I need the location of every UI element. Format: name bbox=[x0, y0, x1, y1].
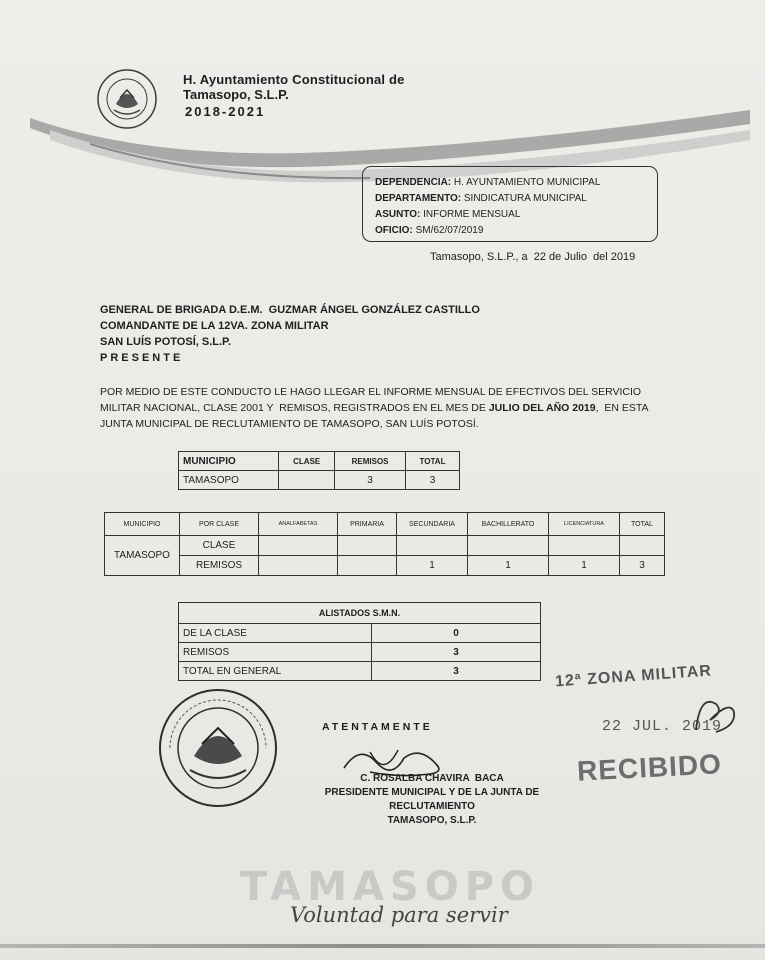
table-cell: 3 bbox=[620, 556, 665, 576]
addressee-name: GENERAL DE BRIGADA D.E.M. GUZMAR ÁNGEL GONZÁLEZ CASTILLO bbox=[100, 304, 480, 316]
departamento-label: DEPARTAMENTO: bbox=[375, 193, 462, 204]
body-highlight: JULIO DEL AÑO 2019 bbox=[488, 402, 596, 414]
stamp-received-date: 22 JUL. 2019 bbox=[602, 718, 723, 735]
table-cell: 1 bbox=[397, 556, 468, 576]
footer-logo: TAMASOPO bbox=[240, 864, 541, 910]
table-header-cell: BACHILLERATO bbox=[468, 513, 549, 536]
table-row bbox=[105, 536, 665, 556]
addressee-block bbox=[100, 302, 480, 366]
table-cell-label: REMISOS bbox=[179, 643, 372, 662]
reference-box bbox=[362, 166, 658, 242]
table-cell bbox=[259, 536, 338, 556]
document-date: Tamasopo, S.L.P., a 22 de Julio del 2019 bbox=[430, 251, 636, 263]
table-cell bbox=[468, 536, 549, 556]
oficio-line bbox=[375, 223, 657, 239]
table-header-cell: REMISOS bbox=[335, 452, 406, 471]
departamento-value: SINDICATURA MUNICIPAL bbox=[463, 193, 587, 204]
table-header-cell: TOTAL bbox=[620, 513, 665, 536]
footer-slogan: Voluntad para servir bbox=[290, 903, 508, 927]
dependencia-label: DEPENDENCIA: bbox=[375, 177, 452, 188]
table-row bbox=[179, 471, 460, 490]
table-row bbox=[179, 643, 541, 662]
table-header-cell: SECUNDARIA bbox=[397, 513, 468, 536]
asunto-line bbox=[375, 207, 657, 223]
table-cell bbox=[338, 536, 397, 556]
table-row bbox=[179, 662, 541, 681]
table-header-cell: ANALFABETAS bbox=[259, 513, 338, 536]
table-cell-municipio: TAMASOPO bbox=[105, 536, 180, 576]
table-header-cell: PRIMARIA bbox=[338, 513, 397, 536]
table-cell bbox=[397, 536, 468, 556]
addressee-title: COMANDANTE DE LA 12VA. ZONA MILITAR bbox=[100, 320, 329, 332]
stamp-initials-icon bbox=[690, 690, 740, 740]
table-cell: 3 bbox=[406, 471, 460, 490]
signer-position: PRESIDENTE MUNICIPAL Y DE LA JUNTA DE RECLUTAMIENTO bbox=[324, 787, 540, 812]
table-cell bbox=[620, 536, 665, 556]
header-title: H. Ayuntamiento Constitucional de bbox=[183, 72, 405, 87]
table-cell: 1 bbox=[468, 556, 549, 576]
table-cell-label: TOTAL EN GENERAL bbox=[179, 662, 372, 681]
municipal-seal-icon bbox=[156, 686, 280, 810]
oficio-label: OFICIO: bbox=[375, 225, 413, 236]
table-cell bbox=[549, 536, 620, 556]
table-header-cell: POR CLASE bbox=[180, 513, 259, 536]
oficio-value: SM/62/07/2019 bbox=[415, 225, 484, 236]
body-text-part1: POR MEDIO DE ESTE CONDUCTO LE HAGO LLEGAR EL INFORME MENSUAL DE EFECTIVOS DEL SERVICIO MILITAR NACIONAL, CLASE 2001 Y REMISOS, REGISTRADOS EN EL MES DE bbox=[100, 386, 644, 414]
footer-rule bbox=[0, 944, 765, 948]
addressee-present: PRESENTE bbox=[100, 352, 184, 364]
header-years: 2018-2021 bbox=[185, 104, 266, 119]
asunto-label: ASUNTO: bbox=[375, 209, 421, 220]
departamento-line bbox=[375, 191, 657, 207]
addressee-location: SAN LUÍS POTOSÍ, S.L.P. bbox=[100, 336, 232, 348]
signer-place: TAMASOPO, S.L.P. bbox=[387, 815, 477, 826]
table-header-row bbox=[179, 603, 541, 624]
table-header-cell: MUNICIPIO bbox=[105, 513, 180, 536]
table-cell bbox=[338, 556, 397, 576]
table-header-row bbox=[105, 513, 665, 536]
table-header-cell: CLASE bbox=[279, 452, 335, 471]
table-header-cell: MUNICIPIO bbox=[179, 452, 279, 471]
stamp-zone-militar: 12ª ZONA MILITAR bbox=[554, 662, 713, 691]
table-header-cell: LICENCIATURA bbox=[549, 513, 620, 536]
table-cell-value: 0 bbox=[372, 624, 541, 643]
summary-table bbox=[178, 451, 460, 490]
table-header-cell: TOTAL bbox=[406, 452, 460, 471]
body-text-part2: , EN ESTA JUNTA MUNICIPAL DE RECLUTAMIENTO DE TAMASOPO, SAN LUÍS POTOSÍ. bbox=[100, 402, 651, 430]
table-cell: CLASE bbox=[180, 536, 259, 556]
dependencia-value: H. AYUNTAMIENTO MUNICIPAL bbox=[453, 177, 601, 188]
table-row bbox=[179, 624, 541, 643]
table-row bbox=[105, 556, 665, 576]
closing-atentamente: ATENTAMENTE bbox=[322, 721, 433, 733]
stamp-recibido: RECIBIDO bbox=[576, 748, 723, 787]
header-subtitle: Tamasopo, S.L.P. bbox=[183, 87, 289, 102]
table-title: ALISTADOS S.M.N. bbox=[179, 603, 541, 624]
table-cell-label: DE LA CLASE bbox=[179, 624, 372, 643]
signer-name: C. ROSALBA CHAVIRA BACA bbox=[360, 773, 504, 784]
signer-block bbox=[302, 772, 562, 828]
asunto-value: INFORME MENSUAL bbox=[423, 209, 521, 220]
body-paragraph bbox=[100, 384, 670, 432]
table-cell: REMISOS bbox=[180, 556, 259, 576]
table-cell: TAMASOPO bbox=[179, 471, 279, 490]
table-cell bbox=[259, 556, 338, 576]
enlisted-table bbox=[178, 602, 541, 681]
table-header-row bbox=[179, 452, 460, 471]
table-cell: 3 bbox=[335, 471, 406, 490]
table-cell-value: 3 bbox=[372, 643, 541, 662]
education-breakdown-table bbox=[104, 512, 665, 576]
dependencia-line bbox=[375, 175, 657, 191]
table-cell bbox=[279, 471, 335, 490]
table-cell-value: 3 bbox=[372, 662, 541, 681]
table-cell: 1 bbox=[549, 556, 620, 576]
